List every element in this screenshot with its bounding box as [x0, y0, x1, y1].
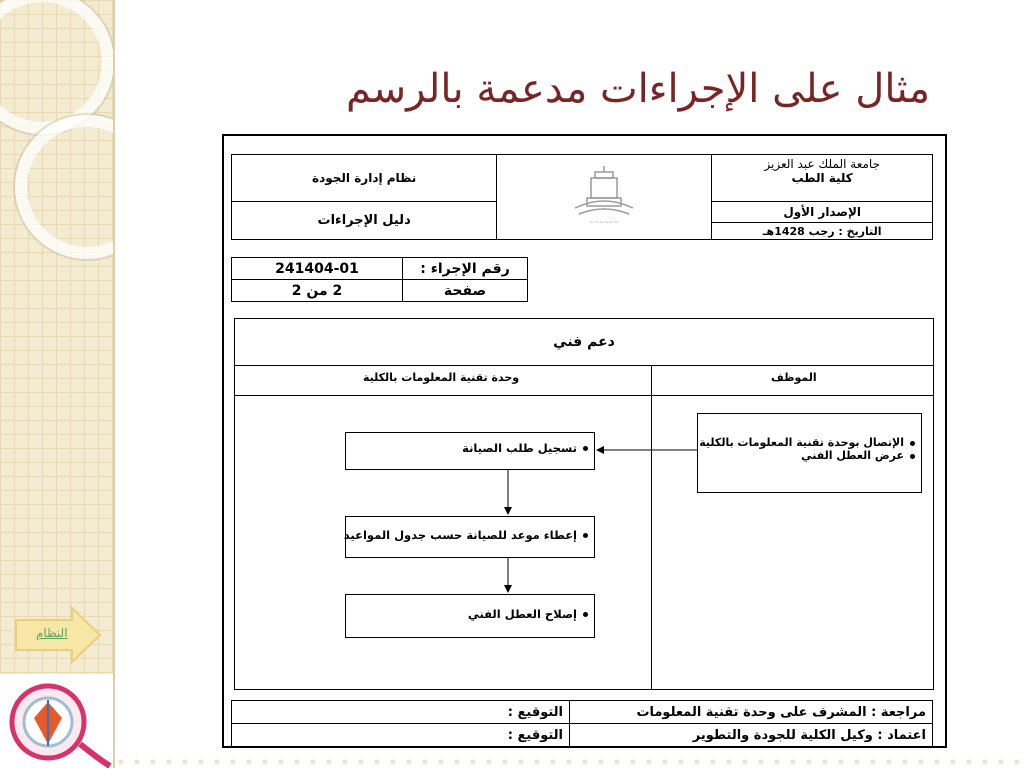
- approval-role: اعتماد : وكيل الكلية للجودة والتطوير: [570, 724, 933, 747]
- table-row: [232, 724, 933, 747]
- approval-signature-table: [231, 700, 933, 747]
- signature-label: التوقيع :: [232, 724, 570, 747]
- university-logo-icon: [569, 164, 639, 228]
- procedure-number-value: 241404-01: [232, 258, 403, 280]
- medical-emblem-icon: [0, 674, 113, 768]
- column-header-it-unit: وحدة تقنية المعلومات بالكلية: [363, 371, 520, 384]
- column-header-employee: الموظف: [771, 371, 817, 384]
- svg-text:~~~~~~: ~~~~~~: [589, 218, 620, 226]
- manual-name: دليل الإجراءات: [232, 202, 497, 240]
- system-name: نظام إدارة الجودة: [232, 155, 497, 202]
- flow-step-box: إعطاء موعد للصيانة حسب جدول المواعيد: [345, 516, 595, 558]
- edition-cell: الإصدار الأول: [712, 202, 933, 223]
- date-cell: التاريخ : رجب 1428هـ: [712, 223, 933, 240]
- procedure-number-label: رقم الإجراء :: [403, 258, 528, 280]
- faculty-logo: [0, 674, 113, 768]
- flow-arrows: [235, 319, 933, 689]
- flowchart: [234, 318, 934, 690]
- flow-step-box: إصلاح العطل الفني: [345, 594, 595, 638]
- decorative-ring: [0, 0, 114, 134]
- faculty-name: كلية الطب: [791, 171, 853, 185]
- university-name: جامعة الملك عبد العزيز: [764, 157, 880, 171]
- slide-title: مثال على الإجراءات مدعمة بالرسم: [345, 66, 930, 112]
- nav-arrow-button[interactable]: [14, 606, 102, 664]
- list-item: عرض العطل الفني: [704, 449, 915, 462]
- flowchart-title: دعم فني: [235, 319, 933, 366]
- procedure-document: [222, 134, 947, 748]
- list-item: الإتصال بوحدة تقنية المعلومات بالكلية: [704, 436, 915, 449]
- document-header-table: [231, 154, 933, 240]
- page-label: صفحة: [403, 280, 528, 302]
- flow-step-box: تسجيل طلب الصيانة: [345, 432, 595, 470]
- university-cell: [712, 155, 933, 202]
- page-value: 2 من 2: [232, 280, 403, 302]
- procedure-reference-table: [231, 257, 528, 302]
- signature-label: التوقيع :: [232, 701, 570, 724]
- bottom-decorative-border: [113, 756, 1024, 768]
- nav-label[interactable]: النظام: [36, 626, 68, 640]
- review-role: مراجعة : المشرف على وحدة تقنية المعلومات: [570, 701, 933, 724]
- table-row: [232, 701, 933, 724]
- decorative-ring: [15, 115, 115, 259]
- university-logo-cell: [497, 155, 712, 240]
